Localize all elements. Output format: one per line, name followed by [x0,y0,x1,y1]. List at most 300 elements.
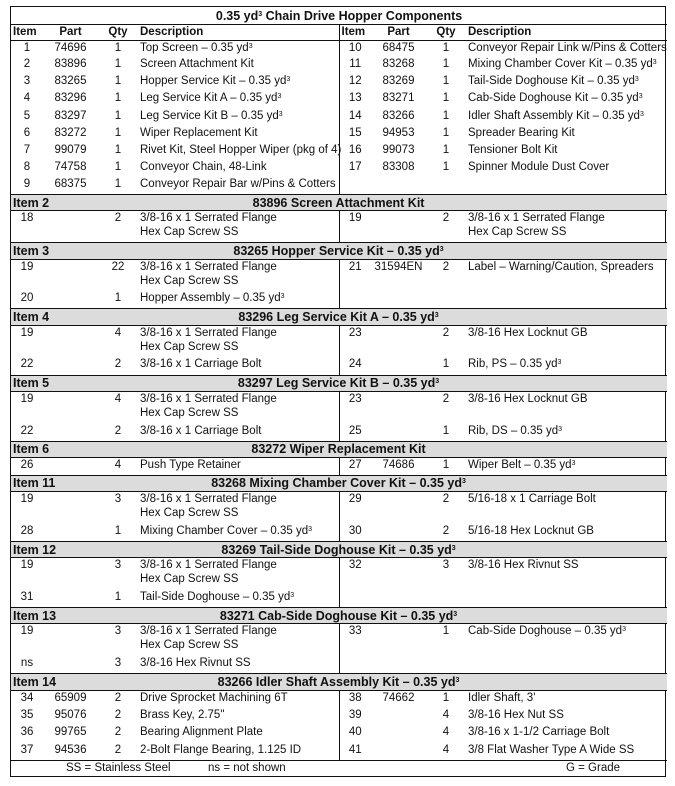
part-no-cell [371,524,426,542]
description-cell: Conveyor Chain, 48-Link [140,161,267,174]
description-line-1: Drive Sprocket Machining 6T [140,691,288,704]
description-line-1: 3/8-16 x 1 Serrated Flange [468,212,605,225]
description-line-1: 3/8-16 x 1 Serrated Flange [140,393,277,406]
kit-row [11,357,667,375]
qty-cell: 1 [114,58,122,71]
col-header-desc: Description [138,25,339,40]
item-no-cell: 29 [339,492,371,524]
description-cell [466,590,667,608]
description-cell: Idler Shaft Assembly Kit – 0.35 $yd^3$ [468,109,644,122]
part-no-cell: 83308 [382,161,415,174]
qty-cell: 1 [114,292,122,305]
item-no-cell: 13 [339,91,371,108]
description-line-1: 3/8 Flat Washer Type A Wide SS [468,743,635,756]
description-line-1: Wiper Belt – 0.35 $yd^3$ [468,459,576,472]
kit-row [11,708,667,726]
item-no-cell: 25 [339,424,371,442]
kit-row [11,590,667,608]
part-no-cell [371,725,426,743]
description-cell: Tensioner Bolt Kit [468,143,558,156]
part-no-cell [43,624,98,656]
description-line-1: 3/8-16 Hex Rivnut SS [140,656,251,669]
part-no-cell [371,624,426,656]
kit-header-row [11,475,667,492]
item-no-cell: 2 [23,58,31,71]
item-no-cell [339,291,371,309]
qty-cell: 4 [114,393,122,406]
description-cell [466,424,667,442]
description-cell [138,357,339,375]
table-row [11,91,667,108]
part-no-cell [43,211,98,243]
description-line-1: 3/8-16 Hex Rivnut SS [468,559,579,572]
description-cell [138,590,339,608]
item-no-cell: 33 [339,624,371,656]
table-row [11,143,667,160]
table-row [11,74,667,91]
kit-item-label: Item 13 [11,607,98,624]
kit-row [11,624,667,656]
description-line-1: 5/16-18 Hex Locknut GB [468,524,594,537]
kit-title: 83265 Hopper Service Kit – 0.35 $yd^3$ [98,243,667,260]
description-cell [466,743,667,761]
description-line-1: Label – Warning/Caution, Spreaders [468,260,654,273]
kit-row [11,458,667,476]
description-cell [138,656,339,674]
item-no-cell: 35 [20,708,34,721]
kit-item-label: Item 14 [11,673,98,690]
qty-cell: 2 [442,212,450,225]
part-no-cell [43,392,98,424]
item-no-cell: 27 [339,458,371,476]
table-row [11,40,667,57]
kit-title: 83271 Cab-Side Doghouse Kit – 0.35 $yd^3$ [98,607,667,624]
description-cell [138,211,339,243]
legend-grade: G = Grade [426,760,667,776]
qty-cell: 1 [114,41,122,54]
kit-item-label: Item 3 [11,243,98,260]
description-cell [138,291,339,309]
kit-item-label: Item 5 [11,375,98,392]
item-no-cell: 19 [20,625,34,638]
part-no-cell: 83896 [54,58,87,71]
kit-row [11,725,667,743]
qty-cell: 1 [114,143,122,156]
part-no-cell [43,259,98,291]
kit-row [11,524,667,542]
qty-cell: 2 [442,393,450,406]
qty-cell: 1 [442,691,450,704]
kit-row [11,259,667,291]
description-cell [138,725,339,743]
description-cell [466,259,667,291]
part-no-cell: 68475 [382,41,415,54]
description-cell [466,291,667,309]
kit-header-row [11,194,667,211]
item-no-cell: 23 [339,392,371,424]
part-no-cell: 83297 [54,109,87,122]
part-no-cell [43,558,98,590]
table-title-row [11,7,667,25]
kit-row [11,743,667,761]
item-no-cell [339,656,371,674]
qty-cell: 1 [442,358,450,371]
kit-title: 83268 Mixing Chamber Cover Kit – 0.35 $yd^3$ [98,475,667,492]
qty-cell: 1 [114,524,122,537]
item-no-cell: 30 [339,524,371,542]
part-no-cell: 68375 [54,178,87,191]
item-no-cell: 19 [20,260,34,273]
item-no-cell: 19 [20,326,34,339]
description-line-2: Hex Cap Screw SS [140,573,239,586]
part-no-cell: 83265 [54,75,87,88]
description-cell [466,656,667,674]
description-cell [466,177,667,194]
item-no-cell: 14 [339,109,371,126]
table-row [11,126,667,143]
description-cell: Spreader Bearing Kit [468,126,575,139]
part-no-cell: 74662 [382,691,415,704]
description-line-1: 3/8-16 Hex Locknut GB [468,326,588,339]
part-no-cell: 99079 [54,143,87,156]
description-cell: Cab-Side Doghouse Kit – 0.35 $yd^3$ [468,92,643,105]
qty-cell: 2 [114,726,122,739]
part-no-cell: 83266 [382,109,415,122]
part-no-cell: 94953 [382,126,415,139]
qty-cell: 2 [442,326,450,339]
description-line-2: Hex Cap Screw SS [140,340,239,353]
part-no-cell [43,424,98,442]
description-cell [466,725,667,743]
description-cell [466,624,667,656]
table-title: 0.35 $yd^3$ Chain Drive Hopper Components [11,7,667,25]
qty-cell: 3 [442,559,450,572]
description-line-1: Mixing Chamber Cover – 0.35 $yd^3$ [140,524,313,537]
item-no-cell: 34 [20,691,34,704]
col-header-part: Part [43,25,98,40]
legend-ss: SS = Stainless Steel [11,760,138,776]
qty-cell: 1 [114,590,122,603]
item-no-cell: 41 [339,743,371,761]
kit-header-row [11,309,667,326]
description-line-1: 3/8-16 x 1 Carriage Bolt [140,424,262,437]
description-line-1: Brass Key, 2.75" [140,708,225,721]
kit-title: 83296 Leg Service Kit A – 0.35 $yd^3$ [98,309,667,326]
qty-cell: 1 [442,92,450,105]
item-no-cell: 7 [23,143,31,156]
description-line-1: 3/8-16 Hex Nut SS [468,708,564,721]
description-line-2: Hex Cap Screw SS [140,226,239,239]
description-line-1: Idler Shaft, 3' [468,691,536,704]
kit-header-row [11,607,667,624]
item-no-cell: 3 [23,75,31,88]
item-no-cell: 21 [339,259,371,291]
item-no-cell: 8 [23,161,31,174]
description-cell: Leg Service Kit A – 0.35 $yd^3$ [140,92,282,105]
description-cell [138,743,339,761]
description-line-2: Hex Cap Screw SS [140,274,239,287]
description-cell [466,211,667,243]
kit-title: 83272 Wiper Replacement Kit [98,441,667,458]
part-no-cell [371,708,426,726]
description-line-1: 5/16-18 x 1 Carriage Bolt [468,493,596,506]
description-cell: Conveyor Repair Link w/Pins & Cotters [468,41,667,54]
part-no-cell: 94536 [54,743,87,756]
item-no-cell: 36 [20,726,34,739]
description-line-1: 3/8-16 x 1 Carriage Bolt [140,358,262,371]
qty-cell: 1 [442,625,450,638]
qty-cell: 4 [114,326,122,339]
qty-cell: 1 [114,92,122,105]
item-no-cell [339,590,371,608]
description-cell [466,392,667,424]
description-cell: Hopper Service Kit – 0.35 $yd^3$ [140,75,291,88]
description-line-1: Tail-Side Doghouse – 0.35 $yd^3$ [140,590,295,603]
part-no-cell: 83296 [54,92,87,105]
qty-cell: 1 [442,58,450,71]
description-line-1: 3/8-16 Hex Locknut GB [468,393,588,406]
table-row [11,177,667,194]
part-no-cell [43,458,98,476]
description-cell [138,492,339,524]
description-line-1: Hopper Assembly – 0.35 $yd^3$ [140,292,285,305]
item-no-cell: 38 [339,690,371,708]
description-cell [138,392,339,424]
parts-table [11,7,667,776]
description-cell [138,690,339,708]
description-cell: Mixing Chamber Cover Kit – 0.35 $yd^3$ [468,58,657,71]
description-line-2: Hex Cap Screw SS [140,639,239,652]
description-cell: Top Screen – 0.35 $yd^3$ [140,41,253,54]
part-no-cell [371,392,426,424]
part-no-cell [43,524,98,542]
item-no-cell: 9 [23,178,31,191]
part-no-cell [43,291,98,309]
part-no-cell [43,656,98,674]
description-line-2: Hex Cap Screw SS [140,407,239,420]
kit-title: 83297 Leg Service Kit B – 0.35 $yd^3$ [98,375,667,392]
part-no-cell [371,177,426,194]
part-no-cell: 83272 [54,126,87,139]
description-line-2: Hex Cap Screw SS [468,226,567,239]
qty-cell: 1 [442,109,450,122]
description-line-1: 3/8-16 x 1 Serrated Flange [140,326,277,339]
part-no-cell [371,211,426,243]
qty-cell: 2 [114,358,122,371]
qty-cell [426,656,466,674]
qty-cell: 2 [114,212,122,225]
item-no-cell: 19 [20,493,34,506]
description-cell [138,624,339,656]
part-no-cell [371,492,426,524]
part-no-cell [371,558,426,590]
part-no-cell: 31594EN [374,260,423,273]
qty-cell: 2 [114,708,122,721]
column-header-row [11,25,667,40]
kit-row [11,558,667,590]
qty-cell: 2 [442,260,450,273]
qty-cell: 1 [114,75,122,88]
description-cell [466,708,667,726]
part-no-cell: 99073 [382,143,415,156]
kit-row [11,690,667,708]
qty-cell [426,291,466,309]
kit-row [11,211,667,243]
col-header-desc: Description [466,25,667,40]
kit-row [11,424,667,442]
part-no-cell [371,743,426,761]
description-cell [466,524,667,542]
part-no-cell: 83269 [382,75,415,88]
qty-cell: 4 [442,708,450,721]
item-no-cell: 19 [339,211,371,243]
kit-header-row [11,673,667,690]
item-no-cell: 28 [20,524,34,537]
item-no-cell: 17 [339,160,371,177]
kit-row [11,392,667,424]
kit-header-row [11,441,667,458]
description-line-1: Cab-Side Doghouse – 0.35 $yd^3$ [468,625,626,638]
kit-row [11,492,667,524]
col-header-qty: Qty [426,25,466,40]
item-no-cell: 6 [23,126,31,139]
kit-row [11,291,667,309]
qty-cell: 3 [114,656,122,669]
description-line-1: Rib, DS – 0.35 $yd^3$ [468,424,563,437]
item-no-cell: 37 [20,743,34,756]
kit-title: 83266 Idler Shaft Assembly Kit – 0.35 $yd^3$ [98,673,667,690]
qty-cell: 4 [442,726,450,739]
item-no-cell: 1 [23,41,31,54]
col-header-qty: Qty [98,25,138,40]
description-cell [138,259,339,291]
description-cell [466,690,667,708]
kit-item-label: Item 4 [11,309,98,326]
item-no-cell: 12 [339,74,371,91]
description-cell: Tail-Side Doghouse Kit – 0.35 $yd^3$ [468,75,639,88]
qty-cell: 3 [114,559,122,572]
part-no-cell: 83268 [382,58,415,71]
qty-cell: 1 [442,126,450,139]
item-no-cell: 26 [20,459,34,472]
table-row [11,109,667,126]
qty-cell: 1 [114,109,122,122]
col-header-part: Part [371,25,426,40]
description-cell [138,458,339,476]
description-cell [138,558,339,590]
qty-cell: 1 [442,143,450,156]
item-no-cell: 32 [339,558,371,590]
part-no-cell [43,357,98,375]
description-cell [138,524,339,542]
legend-row [11,760,667,776]
part-no-cell: 74686 [382,459,415,472]
kit-item-label: Item 11 [11,475,98,492]
kit-header-row [11,375,667,392]
part-no-cell [371,357,426,375]
qty-cell: 2 [442,493,450,506]
item-no-cell: 39 [339,708,371,726]
qty-cell [426,590,466,608]
qty-cell: 22 [111,260,125,273]
kit-row [11,656,667,674]
qty-cell: 1 [114,126,122,139]
description-cell: Conveyor Repair Bar w/Pins & Cotters [140,178,336,191]
description-cell [466,325,667,357]
qty-cell: 2 [114,743,122,756]
part-no-cell: 95076 [54,708,87,721]
qty-cell: 3 [114,493,122,506]
description-cell: Rivet Kit, Steel Hopper Wiper (pkg of 4) [140,143,342,156]
part-no-cell [43,325,98,357]
qty-cell: 1 [442,41,450,54]
table-row [11,57,667,74]
kit-item-label: Item 12 [11,541,98,558]
parts-sheet [10,6,666,777]
item-no-cell: 19 [20,393,34,406]
item-no-cell: 10 [339,40,371,57]
item-no-cell [339,177,371,194]
part-no-cell [371,325,426,357]
kit-header-row [11,541,667,558]
part-no-cell: 65909 [54,691,87,704]
description-cell [466,357,667,375]
qty-cell [426,177,466,194]
qty-cell: 2 [114,691,122,704]
description-line-1: 3/8-16 x 1 Serrated Flange [140,625,277,638]
item-no-cell: 11 [339,57,371,74]
part-no-cell [43,492,98,524]
description-cell: Wiper Replacement Kit [140,126,258,139]
description-cell [466,458,667,476]
part-no-cell: 83271 [382,92,415,105]
kit-title: 83269 Tail-Side Doghouse Kit – 0.35 $yd^3$ [98,541,667,558]
description-cell [138,424,339,442]
part-no-cell: 99765 [54,726,87,739]
item-no-cell: 16 [339,143,371,160]
part-no-cell [43,590,98,608]
col-header-item: Item [11,25,43,40]
qty-cell: 4 [442,743,450,756]
qty-cell: 1 [442,424,450,437]
description-line-1: 3/8-16 x 1 Serrated Flange [140,212,277,225]
item-no-cell: 22 [20,358,34,371]
part-no-cell [371,424,426,442]
qty-cell: 2 [114,424,122,437]
description-cell [466,492,667,524]
qty-cell: 3 [114,625,122,638]
legend-ns: ns = not shown [138,760,426,776]
item-no-cell: 18 [20,212,34,225]
description-cell: Screen Attachment Kit [140,58,254,71]
part-no-cell: 74696 [54,41,87,54]
part-no-cell: 74758 [54,161,87,174]
qty-cell: 1 [442,75,450,88]
description-cell: Spinner Module Dust Cover [468,161,610,174]
description-cell [138,708,339,726]
qty-cell: 2 [442,524,450,537]
description-line-1: Rib, PS – 0.35 $yd^3$ [468,358,562,371]
description-line-2: Hex Cap Screw SS [140,507,239,520]
qty-cell: 1 [442,459,450,472]
item-no-cell: 40 [339,725,371,743]
description-cell: Leg Service Kit B – 0.35 $yd^3$ [140,109,283,122]
kit-item-label: Item 2 [11,194,98,211]
item-no-cell: 22 [20,424,34,437]
part-no-cell [371,291,426,309]
part-no-cell [371,590,426,608]
table-row [11,160,667,177]
